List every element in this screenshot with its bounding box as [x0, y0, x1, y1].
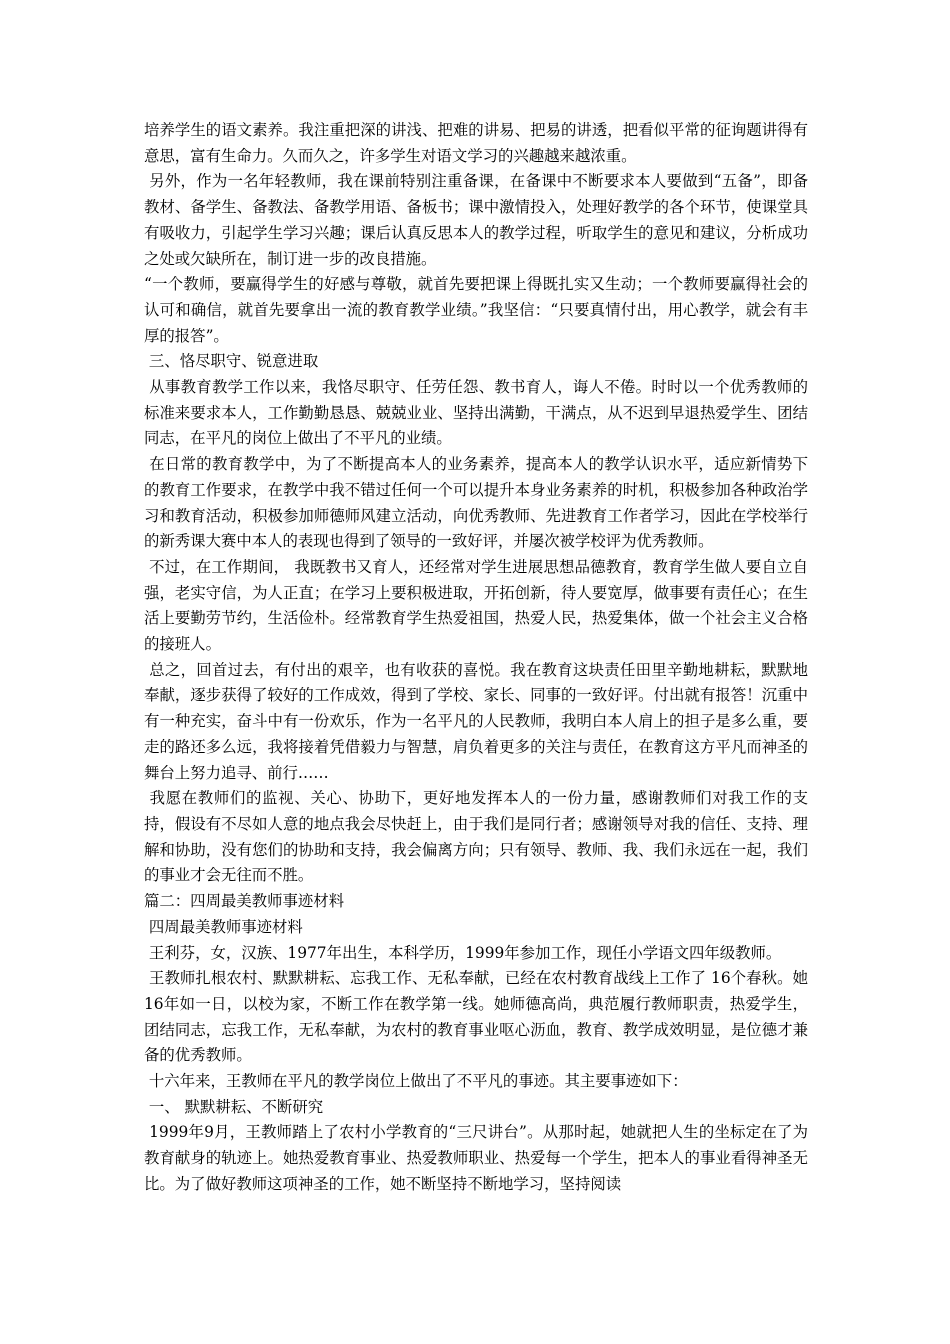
section-heading: 三、恪尽职守、锐意进取 — [144, 352, 319, 371]
paragraph: 从事教育教学工作以来，我恪尽职守、任劳任怨、教书育人，诲人不倦。时时以一个优秀教师的标准来要求本人，工作勤勤恳恳、兢兢业业、坚持出满勤，干满点，从不迟到早退热爱学生、团结同志，在平凡的岗位上做出了不平凡的业绩。 — [144, 378, 808, 448]
paragraph: 培养学生的语文素养。我注重把深的讲浅、把难的讲易、把易的讲透，把看似平常的征询题讲得有意思，富有生命力。久而久之，许多学生对语文学习的兴趣越来越浓重。 — [144, 121, 808, 165]
paragraph: 总之，回首过去，有付出的艰辛，也有收获的喜悦。我在教育这块责任田里辛勤地耕耘，默默地奉献，逐步获得了较好的工作成效，得到了学校、家长、同事的一致好评。付出就有报答！沉重中有一种充实，奋斗中有一份欢乐，作为一名平凡的人民教师，我明白本人肩上的担子是多么重，要走的路还多么远，我将接着凭借毅力与智慧，肩负着更多的关注与责任，在教育这方平凡而神圣的舞台上努力追寻、前行…… — [144, 660, 808, 782]
document-page — [144, 118, 808, 1198]
paragraph: 不过，在工作期间， 我既教书又育人，还经常对学生进展思想品德教育，教育学生做人要自立自强，老实守信，为人正直；在学习上要积极进取，开拓创新，待人要宽厚，做事要有责任心；在生活上要勤劳节约，生活俭朴。经常教育学生热爱祖国，热爱人民，热爱集体，做一个社会主义合格的接班人。 — [144, 557, 808, 654]
paragraph: 1999年9月，王教师踏上了农村小学教育的“三尺讲台”。从那时起，她就把人生的坐标定在了为教育献身的轨迹上。她热爱教育事业、热爱教师职业、热爱每一个学生，把本人的事业看得神圣无比。为了做好教师这项神圣的工作，她不断坚持不断地学习，坚持阅读 — [144, 1123, 808, 1193]
paragraph: 王利芬，女，汉族、1977年出生，本科学历，1999年参加工作，现任小学语文四年级教师。 — [144, 943, 782, 962]
paragraph: “一个教师，要赢得学生的好感与尊敬，就首先要把课上得既扎实又生动；一个教师要赢得社会的认可和确信，就首先要拿出一流的教育教学业绩。”我坚信：“只要真情付出，用心教学，就会有丰厚的报答”。 — [144, 275, 808, 345]
section-heading: 一、 默默耕耘、不断研究 — [144, 1097, 324, 1116]
paragraph: 我愿在教师们的监视、关心、协助下，更好地发挥本人的一份力量，感谢教师们对我工作的支持，假设有不尽如人意的地点我会尽快赶上，由于我们是同行者；感谢领导对我的信任、支持、理解和协助，没有您们的协助和支持，我会偏离方向；只有领导、教师、我、我们永远在一起，我们的事业才会无往而不胜。 — [144, 789, 808, 885]
paragraph: 十六年来，王教师在平凡的教学岗位上做出了不平凡的事迹。其主要事迹如下： — [144, 1072, 688, 1091]
paragraph: 王教师扎根农村、默默耕耘、忘我工作、无私奉献，已经在农村教育战线上工作了 16个春秋。她16年如一日，以校为家，不断工作在教学第一线。她师德高尚，典范履行教师职责，热爱学生，团结同志，忘我工作，无私奉献，为农村的教育事业呕心沥血，教育、教学成效明显，是位德才兼备的优秀教师。 — [144, 969, 808, 1065]
paragraph: 另外，作为一名年轻教师，我在课前特别注重备课，在备课中不断要求本人要做到“五备”，即备教材、备学生、备教法、备教学用语、备板书；课中激情投入，处理好教学的各个环节，使课堂具有吸收力，引起学生学习兴趣；课后认真反思本人的教学过程，听取学生的意见和建议，分析成功之处或欠缺所在，制订进一步的改良措施。 — [144, 172, 808, 268]
paragraph: 在日常的教育教学中，为了不断提高本人的业务素养，提高本人的教学认识水平，适应新情势下的教育工作要求，在教学中我不错过任何一个可以提升本身业务素养的时机，积极参加各种政治学习和教育活动，积极参加师德师风建立活动，向优秀教师、先进教育工作者学习，因此在学校举行的新秀课大赛中本人的表现也得到了领导的一致好评，并屡次被学校评为优秀教师。 — [144, 455, 808, 551]
article-title: 篇二：四周最美教师事迹材料 — [144, 892, 345, 911]
article-subtitle: 四周最美教师事迹材料 — [144, 917, 303, 936]
